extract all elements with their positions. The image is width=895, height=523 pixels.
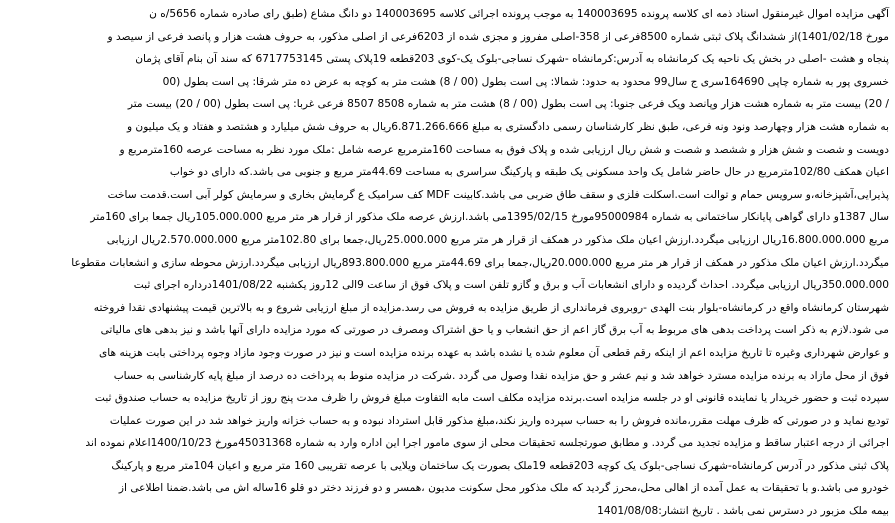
notice-line: فوق از محل مازاد به برنده مزایده مسترد خواهد شد و نیم عشر و حق مزایده نقدا وصول می گردد .شرکت در مزایده منوط به پرداخت ده درصد از مبلغ پایه کارشناسی به حساب <box>113 369 889 382</box>
notice-line: دویست و شصت و شش هزار و ششصد و شصت و شش ریال ارزیابی شده و پلاک فوق به مساحت 160مترمربع عرصه شامل :ملک مورد نظر به مساحت عرصه 160مترمربع و <box>119 143 889 156</box>
notice-line: اجرائی از درجه اعتبار ساقط و مزایده تجدید می گردد. و مطابق صورتجلسه تحقیقات محلی از سوی مامور اجرا این اداره وارد به شماره 45031368مورخ 1400/10/23اعلام نموده اند <box>85 437 889 450</box>
notice-line: می شود.لازم به ذکر است پرداخت بدهی های مربوط به آب برق گاز اعم از حق انشعاب و یا حق اشتراک ومصرف در صورتی که مورد مزایده دارای آنها باشد و نیز بدهی های مالیاتی <box>100 324 889 337</box>
notice-line: آگهی مزایده اموال غیرمنقول اسناد ذمه ای کلاسه پرونده 140003695 به موجب پرونده اجرائی کلاسه 140003695 دو دانگ مشاع (طبق رای صادره شماره 5656/ه ن <box>149 8 889 20</box>
notice-line: مورخ 1401/02/18)از ششدانگ پلاک ثبتی شماره 8500فرعی از 358-اصلی مفروز و مجزی شده از 6203فرعی از اصلی مذکور، به حروف هشت هزار و پانصد فرعی از سیصد و <box>107 30 889 43</box>
notice-line: پلاک ثبتی مذکور در آدرس کرمانشاه-شهرک نساجی-بلوک یک کوچه 203قطعه 19ملک بصورت یک ساختمان ویلایی با عرصه تقریبی 160 متر مربع و اعیان 104متر مربع و پارکینگ <box>111 459 889 472</box>
notice-line: سال 1387و دارای گواهی پایانکار ساختمانی به شماره 95000984مورخ 1395/02/15می باشد.ارزش عرصه ملک مذکور از قرار هر متر مربع 105.000.000ریال جمعا برای 160متر <box>90 211 889 224</box>
notice-publish-date-line: بیمه ملک مزبور در دسترس نمی باشد . تاریخ انتشار:1401/08/08 <box>597 505 889 518</box>
notice-line: / 20) بیست متر به شماره هشت هزار وپانصد ویک فرعی جنوبا: پی است بطول (00 / 8) هشت متر به شماره 8508 8507 فرعی غربا: پی است بطول (00 / 20) بیست متر <box>127 98 889 111</box>
notice-line: خسروی پور به شماره چاپی 164690سری ج سال99 محدود به حدود: شمالا: پی است بطول (00 / 8) هشت متر به کوچه به عرض ده متر شرقا: پی است بطول (00 <box>162 75 889 88</box>
notice-line: پنجاه و هشت -اصلی در بخش یک ناحیه یک کرمانشاه به آدرس:کرمانشاه -شهرک نساجی-بلوک یک-کوی 203قطعه 19پلاک پستی 6717753145 که سند آن بنام آقای پژمان <box>135 53 889 66</box>
notice-line: به شماره هشت هزار وچهارصد ونود ونه فرعی، طبق نظر کارشناسان رسمی دادگستری به مبلغ 6.871.266.666ریال به حروف شش میلیارد و هشتصد و هفتاد و یک میلیون و <box>126 120 889 133</box>
notice-line: تودیع نماید و در صورتی که ظرف مهلت مقرر،مانده فروش را به حساب سپرده واریز نکند،مبلغ مذکور قابل استرداد نبوده و به حساب خزانه واریز خواهد شد در این صورت عملیات <box>109 414 889 427</box>
notice-line: میگردد.ارزش اعیان ملک مذکور در همکف از قرار هر متر مربع 20.000.000ریال،جمعا برای 44.69متر مربع 893.800.000ریال ارزیابی میگردد.ارزش محوطه سازی و انشعابات مقطوعا <box>71 256 889 269</box>
notice-line: و عوارض شهرداری وغیره تا تاریخ مزایده اعم از اینکه رقم قطعی آن معلوم شده یا نشده باشد به عهده برنده مزایده است و نیز در صورت وجود مازاد وجوه پرداختی بابت هزینه های <box>98 346 889 359</box>
notice-line: شهرستان کرمانشاه واقع در کرمانشاه-بلوار بنت الهدی -روبروی فرمانداری از طریق مزایده به فروش می رسد.مزایده از مبلغ ارزیابی شروع و به بالاترین قیمت پیشنهادی نقدا فروخته <box>93 301 889 314</box>
notice-line: مربع 16.800.000.000ریال ارزیابی میگردد.ارزش اعیان ملک مذکور در همکف از قرار هر متر مربع 25.000.000ریال،جمعا برای 102.80متر مربع 2.570.000.000ریال ارزیابی <box>106 233 889 246</box>
notice-line: اعیان همکف 102/80مترمربع در حال حاضر شامل یک واحد مسکونی یک طبقه و پارکینگ سراسری به مساحت 44.69متر مربع و جنوبی می باشد.که دارای دو خواب <box>169 166 889 179</box>
notice-line: خودرو می باشد.و با تحقیقات به عمل آمده از اهالی محل،محرز گردید که ملک مذکور محل سکونت مدیون ،همسر و دو فرزند دختر دو قلو 16ساله اش می باشد.ضمنا اطلاعی از <box>118 482 889 495</box>
notice-line: سپرده ثبت و حضور خریدار یا نماینده قانونی او در جلسه مزایده است.برنده مزایده مکلف است مابه التفاوت مبلغ فروش را ظرف مدت پنج روز از تاریخ مزایده به حساب صندوق ثبت <box>94 392 889 405</box>
notice-line: پذیرایی،آشپزخانه،و سرویس حمام و توالت است.اسکلت فلزی و سقف طاق ضربی می باشد.کابینت MDF کف سرامیک ع گرمایش بخاری و سرمایش کولر آبی است.قدمت ساخت <box>107 188 889 201</box>
notice-line: 350.000.000ریال ارزیابی میگردد. احداث گردیده و دارای انشعابات آب و برق و گازو تلفن است و پلاک فوق از ساعت 9الی 12روز یکشنبه 1401/08/22درداره اجرای ثبت <box>133 279 889 292</box>
